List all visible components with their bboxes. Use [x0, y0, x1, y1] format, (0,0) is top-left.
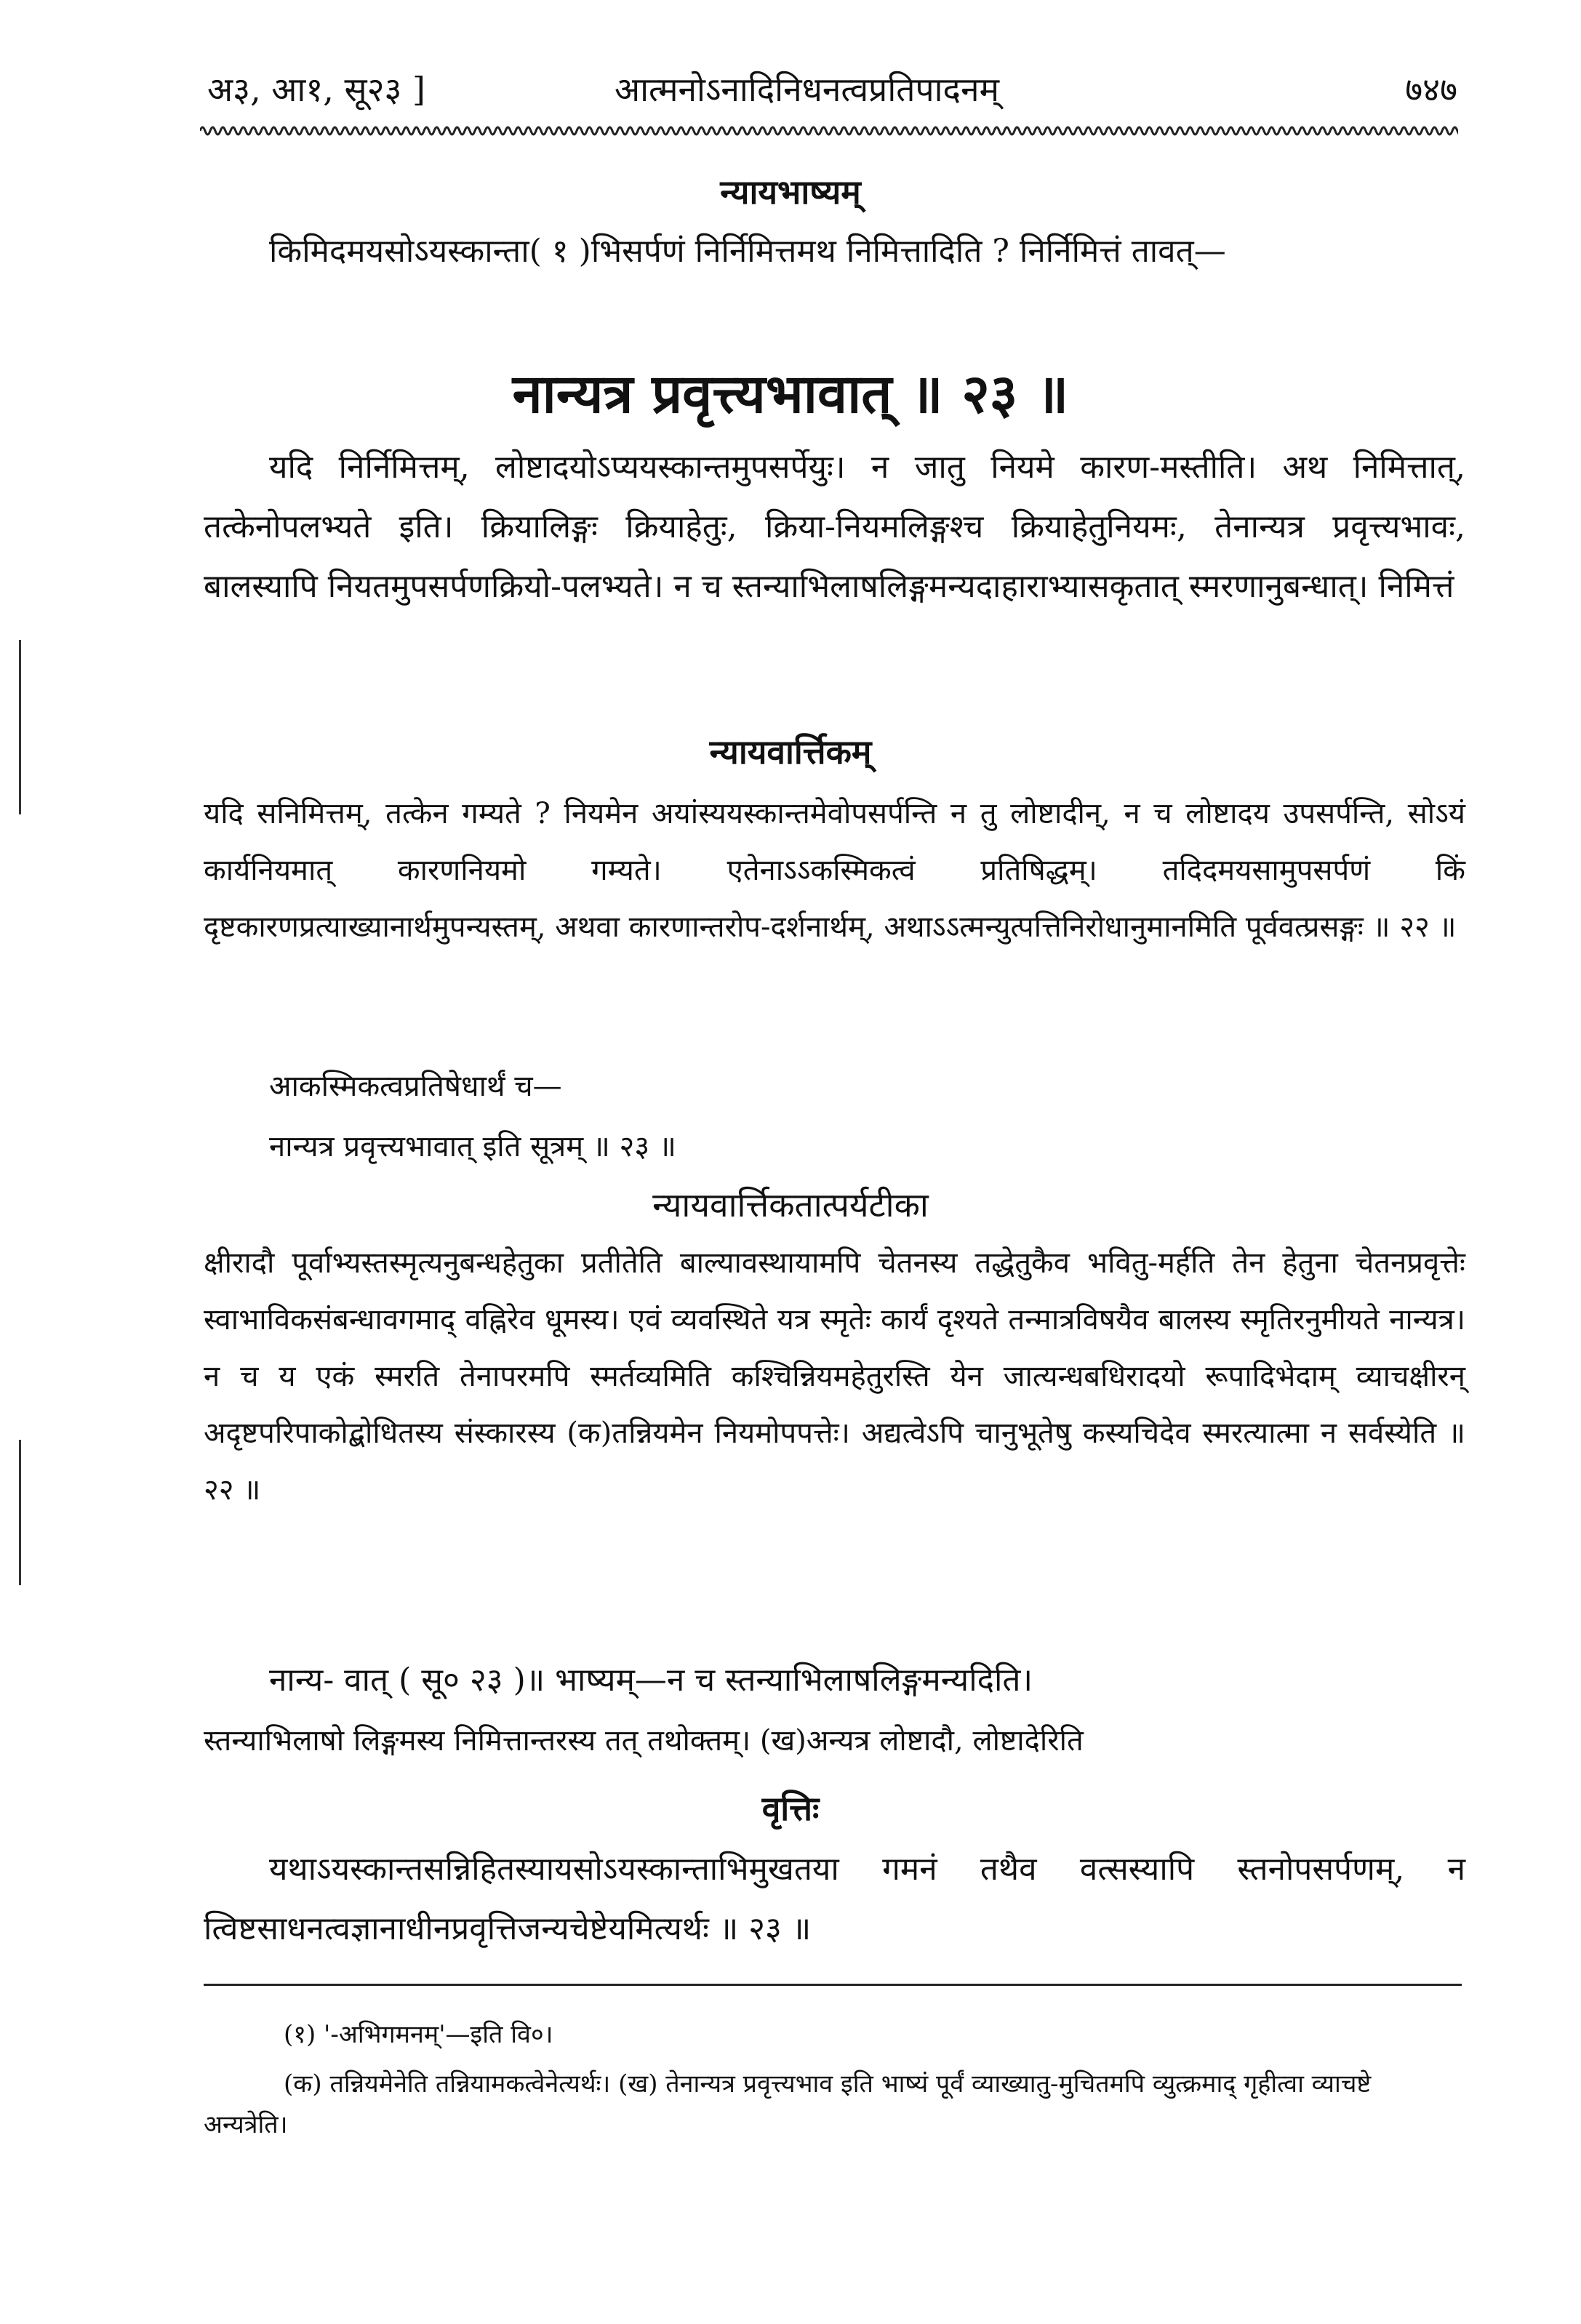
vritti-text: यथाऽयस्कान्तसन्निहितस्यायसोऽयस्कान्ताभिमुखतया गमनं तथैव वत्सस्यापि स्तनोपसर्पणम्, न त्विष्टसाधनत्वज्ञानाधीनप्रवृत्तिजन्यचेष्टेयमित्यर्थः ॥ २३ ॥ [204, 1851, 1465, 1947]
tatparya-text: क्षीरादौ पूर्वाभ्यस्तस्मृत्यनुबन्धहेतुका प्रतीतेति बाल्यावस्थायामपि चेतनस्य तद्धेतुकैव भवितु-मर्हति तेन हेतुना चेतनप्रवृत्तेः स्वाभाविकसंबन्धावगमाद् वह्निरेव धूमस्य। एवं व्यवस्थिते यत्र स्मृतेः कार्यं दृश्यते तन्मात्रविषयैव बालस्य स्मृतिरनुमीयते नान्यत्र। न च य एकं स्मरति तेनापरमपि स्मर्तव्यमिति कश्चिन्नियमहेतुरस्ति येन जात्यन्धबधिरादयो रूपादिभेदाम् व्याचक्षीरन् अदृष्टपरिपाकोद्बोधितस्य संस्कारस्य (क)तन्नियमेन नियमोपपत्तेः। अद्यत्वेऽपि चानुभूतेषु कस्यचिदेव स्मरत्यात्मा न सर्वस्येति ॥ २२ ॥ [204, 1246, 1465, 1507]
vartika-line-2: आकस्मिकत्वप्रतिषेधार्थं च— [269, 1070, 562, 1103]
footnote-ka-kha: (क) तन्नियमेनेति तन्नियामकत्वेनेत्यर्थः। (ख) तेनान्यत्र प्रवृत्त्यभाव इति भाष्यं पूर्वं व्याख्यातु-मुचितमपि व्युत्क्रमाद् गृहीत्वा व्याचष्टे अन्यत्रेति। [204, 2069, 1372, 2139]
header-title: आत्मनोऽनादिनिधनत्वप्रतिपादनम् [615, 70, 999, 109]
tatparya-heading: न्यायवार्त्तिकतात्पर्यटीका [652, 1185, 929, 1225]
page-number: ७४७ [1405, 70, 1457, 109]
wavy-divider [200, 122, 1458, 140]
left-margin-mark [19, 640, 21, 814]
vritti-heading: वृत्तिः [761, 1789, 820, 1828]
footnote-1: (१) '-अभिगमनम्'—इति वि०। [284, 2020, 553, 2049]
nyayabhashya-heading: न्यायभाष्यम् [720, 172, 861, 212]
footnote-rule [204, 1984, 1462, 1986]
nyayabhashya-text: किमिदमयसोऽयस्कान्ता( १ )भिसर्पणं निर्निमित्तमथ निमित्तादिति ? निर्निमित्तं तावत्— [269, 233, 1226, 270]
tatparya-line-2a: नान्य- वात् ( सू० २३ )॥ भाष्यम्—न च स्तन्याभिलाषलिङ्गमन्यदिति। [269, 1662, 1033, 1699]
bhashya-text: यदि निर्निमित्तम्, लोष्टादयोऽप्ययस्कान्तमुपसर्पेयुः। न जातु नियमे कारण-मस्तीति। अथ निमित्तात्, तत्केनोपलभ्यते इति। क्रियालिङ्गः क्रियाहेतुः, क्रिया-नियमलिङ्गश्च क्रियाहेतुनियमः, तेनान्यत्र प्रवृत्त्यभावः, बालस्यापि नियतमुपसर्पणक्रियो-पलभ्यते। न च स्तन्याभिलाषलिङ्गमन्यदाहाराभ्यासकृतात् स्मरणानुबन्धात्। निमित्तं [204, 449, 1465, 605]
tatparya-line-2b: स्तन्याभिलाषो लिङ्गमस्य निमित्तान्तरस्य तत् तथोक्तम्। (ख)अन्यत्र लोष्टादौ, लोष्टादेरिति [204, 1724, 1084, 1758]
vartika-text: यदि सनिमित्तम्, तत्केन गम्यते ? नियमेन अयांस्ययस्कान्तमेवोपसर्पन्ति न तु लोष्टादीन्, न च लोष्टादय उपसर्पन्ति, सोऽयं कार्यनियमात् कारणनियमो गम्यते। एतेनाऽऽकस्मिकत्वं प्रतिषिद्धम्। तदिदमयसामुपसर्पणं किं दृष्टकारणप्रत्याख्यानार्थमुपन्यस्तम्, अथवा कारणान्तरोप-दर्शनार्थम्, अथाऽऽत्मन्युत्पत्तिनिरोधानुमानमिति पूर्ववत्प्रसङ्गः ॥ २२ ॥ [204, 797, 1465, 944]
vartika-heading: न्यायवार्त्तिकम् [709, 732, 872, 772]
running-header [207, 64, 1457, 115]
vartika-line-3: नान्यत्र प्रवृत्त्यभावात् इति सूत्रम् ॥ २३ ॥ [269, 1130, 676, 1163]
header-section-ref: अ३, आ१, सू२३ ] [207, 70, 425, 109]
left-margin-mark [19, 1440, 21, 1585]
sutra-title: नान्यत्र प्रवृत्त्यभावात् ॥ २३ ॥ [512, 363, 1069, 425]
